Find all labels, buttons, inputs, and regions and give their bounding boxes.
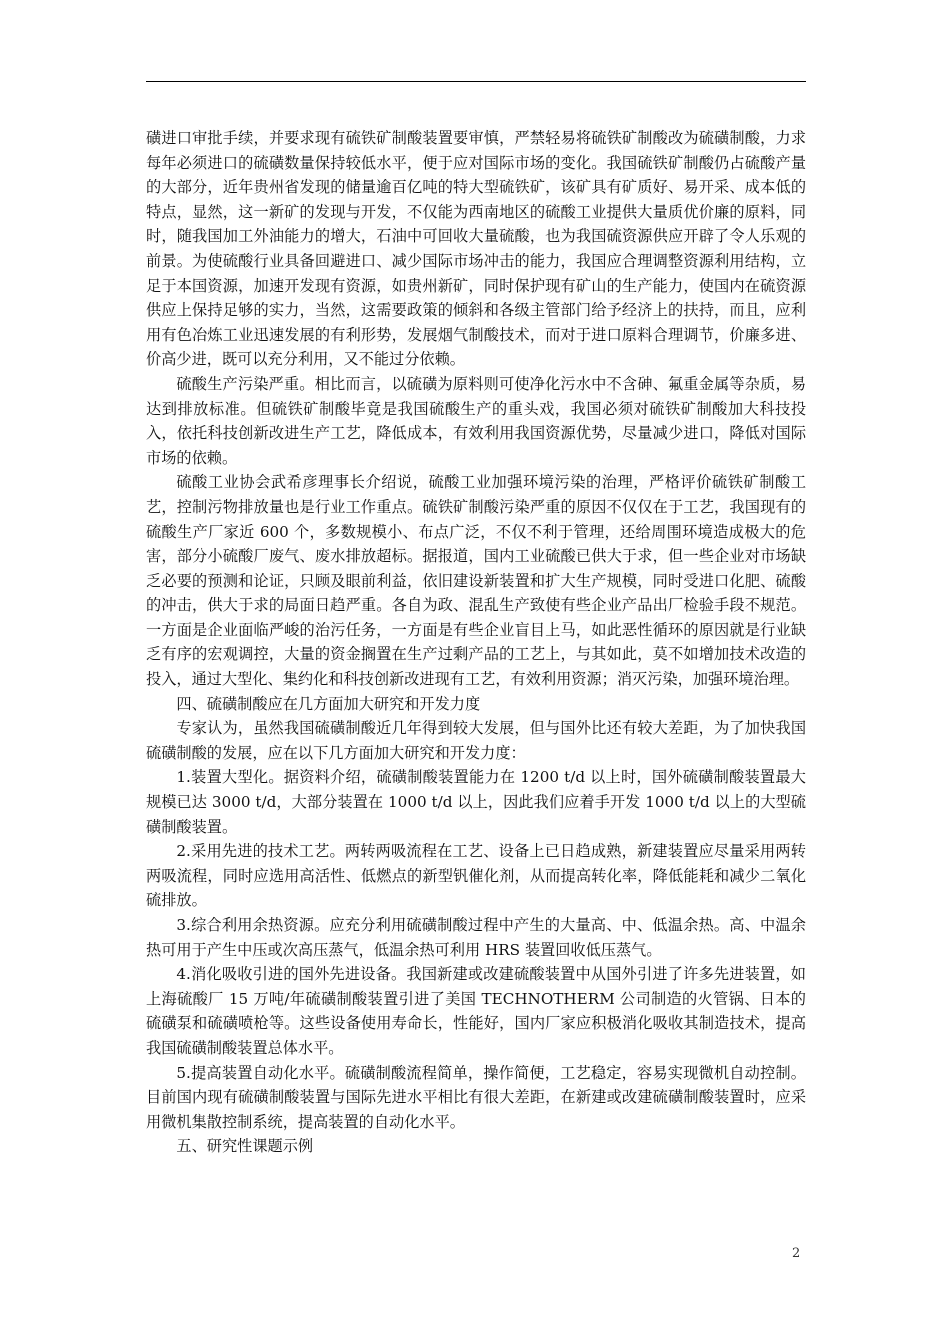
paragraph-5: 专家认为，虽然我国硫磺制酸近几年得到较大发展，但与国外比还有较大差距，为了加快我国硫磺制酸的发展，应在以下几方面加大研究和开发力度： bbox=[146, 719, 806, 762]
page-number: 2 bbox=[792, 1246, 801, 1261]
body-text bbox=[146, 126, 806, 1159]
section-heading-5: 五、研究性课题示例 bbox=[176, 1137, 314, 1156]
list-item-3: 3.综合利用余热资源。应充分利用硫磺制酸过程中产生的大量高、中、低温余热。高、中温余热可用于产生中压或次高压蒸气，低温余热可利用 HRS 装置回收低压蒸气。 bbox=[146, 916, 806, 959]
list-item-1: 1.装置大型化。据资料介绍，硫磺制酸装置能力在 1200 t/d 以上时，国外硫磺制酸装置最大规模已达 3000 t/d，大部分装置在 1000 t/d 以上，因此我们应着手开发 1000 t/d 以上的大型硫磺制酸装置。 bbox=[146, 768, 806, 836]
list-item-4: 4.消化吸收引进的国外先进设备。我国新建或改建硫酸装置中从国外引进了许多先进装置，如上海硫酸厂 15 万吨/年硫磺制酸装置引进了美国 TECHNOTHERM 公司制造的火管锅、日本的硫磺泵和硫磺喷枪等。这些设备使用寿命长，性能好，国内厂家应积极消化吸收其制造技术，提高我国硫磺制酸装置总体水平。 bbox=[146, 965, 806, 1057]
paragraph-1: 磺进口审批手续，并要求现有硫铁矿制酸装置要审慎，严禁轻易将硫铁矿制酸改为硫磺制酸，力求每年必须进口的硫磺数量保持较低水平，便于应对国际市场的变化。我国硫铁矿制酸仍占硫酸产量的大部分，近年贵州省发现的储量逾百亿吨的特大型硫铁矿，该矿具有矿质好、易开采、成本低的特点，显然，这一新矿的发现与开发，不仅能为西南地区的硫酸工业提供大量质优价廉的原料，同时，随我国加工外油能力的增大，石油中可回收大量硫酸，也为我国硫资源供应开辟了令人乐观的前景。为使硫酸行业具备回避进口、减少国际市场冲击的能力，我国应合理调整资源利用结构，立足于本国资源，加速开发现有资源，如贵州新矿，同时保护现有矿山的生产能力，使国内在硫资源供应上保持足够的实力，当然，这需要政策的倾斜和各级主管部门给予经济上的扶持，而且，应利用有色冶炼工业迅速发展的有利形势，发展烟气制酸技术，而对于进口原料合理调节，价廉多进、价高少进，既可以充分利用，又不能过分依赖。 bbox=[146, 129, 806, 369]
paragraph-2: 硫酸生产污染严重。相比而言，以硫磺为原料则可使净化污水中不含砷、氟重金属等杂质，易达到排放标准。但硫铁矿制酸毕竟是我国硫酸生产的重头戏，我国必须对硫铁矿制酸加大科技投入，依托科技创新改进生产工艺，降低成本，有效利用我国资源优势，尽量减少进口，降低对国际市场的依赖。 bbox=[146, 374, 806, 467]
list-item-2: 2.采用先进的技术工艺。两转两吸流程在工艺、设备上已日趋成熟，新建装置应尽量采用两转两吸流程，同时应选用高活性、低燃点的新型钒催化剂，从而提高转化率，降低能耗和减少二氧化硫排放。 bbox=[146, 842, 806, 910]
paragraph-3: 硫酸工业协会武希彦理事长介绍说，硫酸工业加强环境污染的治理，严格评价硫铁矿制酸工艺，控制污物排放量也是行业工作重点。硫铁矿制酸污染严重的原因不仅仅在于工艺，我国现有的硫酸生产厂家近 600 个，多数规模小、布点广泛，不仅不利于管理，还给周围环境造成极大的危害，部分小硫酸厂废气、废水排放超标。据报道，国内工业硫酸已供大于求，但一些企业对市场缺乏必要的预测和论证，只顾及眼前利益，依旧建设新装置和扩大生产规模，同时受进口化肥、硫酸的冲击，供大于求的局面日趋严重。各自为政、混乱生产致使有些企业产品出厂检验手段不规范。一方面是企业面临严峻的治污任务，一方面是有些企业盲目上马，如此恶性循环的原因就是行业缺乏有序的宏观调控，大量的资金搁置在生产过剩产品的工艺上，与其如此，莫不如增加技术改造的投入，通过大型化、集约化和科技创新改进现有工艺，有效利用资源；消灭污染，加强环境治理。 bbox=[146, 473, 806, 689]
section-heading-4: 四、硫磺制酸应在几方面加大研究和开发力度 bbox=[176, 694, 481, 713]
list-item-5: 5.提高装置自动化水平。硫磺制酸流程简单，操作简便，工艺稳定，容易实现微机自动控制。目前国内现有硫磺制酸装置与国际先进水平相比有很大差距，在新建或改建硫磺制酸装置时，应采用微机集散控制系统，提高装置的自动化水平。 bbox=[146, 1063, 806, 1131]
header-rule bbox=[146, 81, 806, 82]
